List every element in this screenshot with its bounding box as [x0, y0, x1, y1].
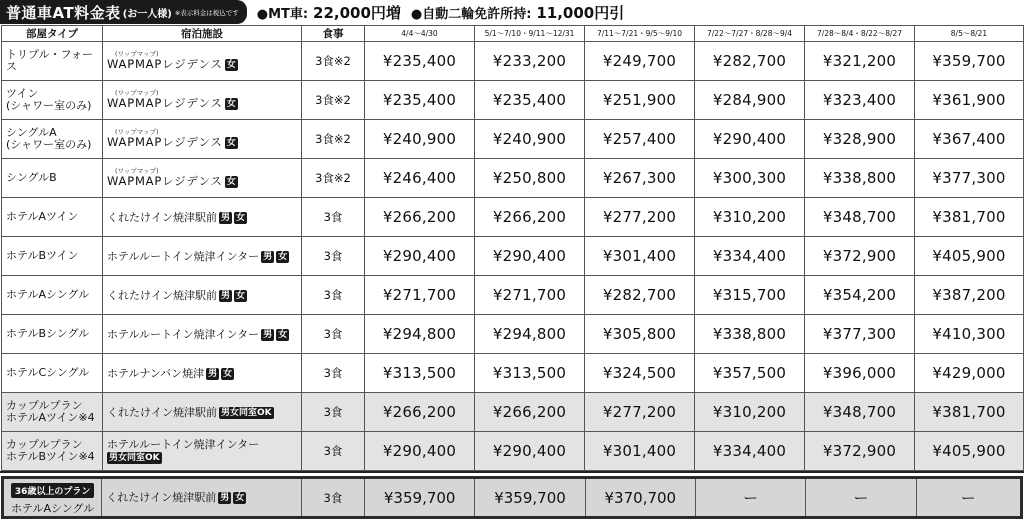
price-cell: ¥294,800: [365, 315, 475, 354]
price-cell: ¥290,400: [365, 237, 475, 276]
price-cell: ¥249,700: [585, 42, 695, 81]
hotel-name: WAPMAPレジデンス: [107, 57, 223, 71]
price-cell: ¥257,400: [585, 120, 695, 159]
female-badge: 女: [223, 368, 233, 379]
room-type: ホテルBツイン: [2, 237, 103, 276]
price-cell: ー: [806, 478, 916, 518]
price-cell: ¥370,700: [585, 478, 695, 518]
hotel-cell: [103, 42, 302, 81]
price-cell: ¥282,700: [695, 42, 805, 81]
price-cell: ¥372,900: [805, 237, 915, 276]
price-cell: ¥328,900: [805, 120, 915, 159]
price-cell: ¥290,400: [475, 432, 585, 471]
header-row: [2, 26, 1024, 42]
hotel-cell: [103, 432, 302, 471]
moto-value: 11,000円引: [536, 3, 625, 22]
table-row: [2, 276, 1024, 315]
price-cell: ¥251,900: [585, 81, 695, 120]
price-cell: ¥282,700: [585, 276, 695, 315]
plan36-row: [3, 478, 1022, 518]
price-cell: ¥290,400: [695, 120, 805, 159]
plan36-room-cell: [3, 478, 102, 518]
hotel-name: WAPMAPレジデンス: [107, 174, 223, 188]
meal-cell: 3食: [302, 276, 365, 315]
price-cell: ¥300,300: [695, 159, 805, 198]
hotel-name: ホテルルートイン焼津インター: [107, 249, 260, 263]
mt-surcharge: [257, 2, 401, 23]
rates-table: [1, 25, 1024, 471]
hotel-cell: [103, 81, 302, 120]
price-cell: ¥334,400: [695, 432, 805, 471]
room-type: シングルB: [2, 159, 103, 198]
plan36-tag: 36歳以上のプラン: [11, 483, 95, 498]
price-cell: ¥310,200: [695, 393, 805, 432]
room-type: シングルA (シャワー室のみ): [2, 120, 103, 159]
hotel-name: くれたけイン焼津駅前: [107, 405, 217, 419]
price-cell: ¥396,000: [805, 354, 915, 393]
title-subtitle: (お一人様): [122, 8, 172, 20]
price-cell: ¥246,400: [365, 159, 475, 198]
meal-cell: 3食※2: [302, 120, 365, 159]
meal-cell: 3食: [302, 198, 365, 237]
price-cell: ¥266,200: [475, 393, 585, 432]
hotel-cell: [103, 198, 302, 237]
couple-badge: 男女同室OK: [221, 407, 272, 418]
price-cell: ¥235,400: [365, 81, 475, 120]
price-cell: ¥294,800: [475, 315, 585, 354]
price-cell: ¥405,900: [915, 432, 1024, 471]
meal-cell: 3食: [302, 432, 365, 471]
hotel-ruby: (ワップマップ): [115, 50, 159, 58]
col-meal-header: 食事: [302, 26, 365, 42]
hotel-cell: [103, 159, 302, 198]
section-divider: [0, 471, 1024, 473]
page-title: 普通車AT料金表: [6, 3, 121, 22]
female-badge: 女: [278, 251, 288, 262]
price-cell: ¥240,900: [365, 120, 475, 159]
plan36-table: [1, 476, 1023, 519]
hotel-cell: [103, 120, 302, 159]
col-period-header: 7/28〜8/4・8/22〜8/27: [805, 26, 915, 42]
price-cell: ¥357,500: [695, 354, 805, 393]
meal-cell: 3食: [302, 237, 365, 276]
price-cell: ー: [695, 478, 805, 518]
hotel-name: WAPMAPレジデンス: [107, 135, 223, 149]
meal-cell: 3食※2: [302, 81, 365, 120]
price-cell: ¥271,700: [365, 276, 475, 315]
price-cell: ¥359,700: [475, 478, 585, 518]
price-cell: ¥277,200: [585, 198, 695, 237]
price-cell: ¥381,700: [915, 198, 1024, 237]
room-type: ホテルAシングル: [11, 502, 95, 515]
price-cell: ¥266,200: [365, 393, 475, 432]
price-cell: ¥266,200: [365, 198, 475, 237]
hotel-name: くれたけイン焼津駅前: [107, 210, 217, 224]
meal-cell: 3食※2: [302, 42, 365, 81]
price-cell: ¥313,500: [475, 354, 585, 393]
hotel-name: くれたけイン焼津駅前: [106, 491, 217, 504]
hotel-cell: [102, 478, 302, 518]
room-type: ホテルAシングル: [2, 276, 103, 315]
hotel-cell: [103, 354, 302, 393]
price-cell: ¥277,200: [585, 393, 695, 432]
table-row: [2, 120, 1024, 159]
hotel-cell: [103, 393, 302, 432]
col-period-header: 5/1〜7/10・9/11〜12/31: [475, 26, 585, 42]
male-badge: 男: [220, 493, 230, 503]
mt-value: 22,000円増: [313, 3, 401, 22]
room-type: ホテルBシングル: [2, 315, 103, 354]
price-cell: ¥250,800: [475, 159, 585, 198]
hotel-name: ホテルルートイン焼津インター: [107, 438, 260, 451]
hotel-ruby: (ワップマップ): [115, 128, 159, 136]
col-period-header: 7/11〜7/21・9/5〜9/10: [585, 26, 695, 42]
room-type: カップルプラン ホテルBツイン※4: [2, 432, 103, 471]
hotel-name: くれたけイン焼津駅前: [107, 288, 217, 302]
female-badge: 女: [236, 212, 246, 223]
hotel-name: WAPMAPレジデンス: [107, 96, 223, 110]
hotel-ruby: (ワップマップ): [115, 89, 159, 97]
table-row: [2, 393, 1024, 432]
price-cell: ¥359,700: [365, 478, 475, 518]
table-row: [2, 42, 1024, 81]
price-cell: ¥290,400: [365, 432, 475, 471]
female-badge: 女: [236, 290, 246, 301]
col-room-header: 部屋タイプ: [2, 26, 103, 42]
price-cell: ¥348,700: [805, 393, 915, 432]
price-cell: ¥290,400: [475, 237, 585, 276]
meal-cell: 3食: [301, 478, 364, 518]
price-cell: ¥367,400: [915, 120, 1024, 159]
price-cell: ¥315,700: [695, 276, 805, 315]
price-cell: ¥410,300: [915, 315, 1024, 354]
hotel-ruby: (ワップマップ): [115, 167, 159, 175]
tax-note: ※表示料金は税込です: [174, 8, 239, 17]
hotel-cell: [103, 315, 302, 354]
table-row: [2, 198, 1024, 237]
price-cell: ¥361,900: [915, 81, 1024, 120]
meal-cell: 3食: [302, 315, 365, 354]
col-period-header: 7/22〜7/27・8/28〜9/4: [695, 26, 805, 42]
price-cell: ¥235,400: [475, 81, 585, 120]
meal-cell: 3食: [302, 393, 365, 432]
male-badge: 男: [208, 368, 218, 379]
moto-label: ●自動二輪免許所持:: [410, 6, 532, 22]
male-badge: 男: [263, 251, 273, 262]
price-cell: ¥359,700: [915, 42, 1024, 81]
room-type: ツイン (シャワー室のみ): [2, 81, 103, 120]
price-cell: ¥354,200: [805, 276, 915, 315]
price-cell: ¥323,400: [805, 81, 915, 120]
gender-badge: 女: [226, 60, 236, 70]
price-cell: ¥324,500: [585, 354, 695, 393]
price-cell: ¥387,200: [915, 276, 1024, 315]
price-cell: ¥334,400: [695, 237, 805, 276]
meal-cell: 3食: [302, 354, 365, 393]
room-type: ホテルAツイン: [2, 198, 103, 237]
hotel-cell: [103, 237, 302, 276]
room-type: ホテルCシングル: [2, 354, 103, 393]
header: [0, 0, 1024, 24]
hotel-name: ホテルルートイン焼津インター: [107, 327, 260, 341]
price-cell: ¥405,900: [915, 237, 1024, 276]
table-row: [2, 354, 1024, 393]
col-hotel-header: 宿泊施設: [103, 26, 302, 42]
meal-cell: 3食※2: [302, 159, 365, 198]
gender-badge: 女: [226, 138, 236, 148]
table-row: [2, 81, 1024, 120]
price-cell: ¥313,500: [365, 354, 475, 393]
price-cell: ¥301,400: [585, 237, 695, 276]
female-badge: 女: [278, 329, 288, 340]
col-period-header: 8/5〜8/21: [915, 26, 1024, 42]
title-block: [0, 0, 247, 24]
male-badge: 男: [221, 290, 231, 301]
table-row: [2, 315, 1024, 354]
price-cell: ¥348,700: [805, 198, 915, 237]
table-row: [2, 432, 1024, 471]
female-badge: 女: [235, 493, 245, 503]
price-cell: ー: [916, 478, 1021, 518]
price-cell: ¥271,700: [475, 276, 585, 315]
price-cell: ¥310,200: [695, 198, 805, 237]
price-cell: ¥233,200: [475, 42, 585, 81]
price-cell: ¥235,400: [365, 42, 475, 81]
room-type: トリプル・フォース: [2, 42, 103, 81]
price-cell: ¥377,300: [915, 159, 1024, 198]
price-cell: ¥301,400: [585, 432, 695, 471]
male-badge: 男: [263, 329, 273, 340]
price-cell: ¥372,900: [805, 432, 915, 471]
price-cell: ¥284,900: [695, 81, 805, 120]
couple-badge: 男女同室OK: [109, 453, 160, 463]
price-cell: ¥338,800: [695, 315, 805, 354]
col-period-header: 4/4〜4/30: [365, 26, 475, 42]
price-cell: ¥429,000: [915, 354, 1024, 393]
room-type: カップルプラン ホテルAツイン※4: [2, 393, 103, 432]
table-row: [2, 159, 1024, 198]
price-cell: ¥377,300: [805, 315, 915, 354]
male-badge: 男: [221, 212, 231, 223]
gender-badge: 女: [226, 177, 236, 187]
table-row: [2, 237, 1024, 276]
hotel-cell: [103, 276, 302, 315]
price-cell: ¥321,200: [805, 42, 915, 81]
price-cell: ¥338,800: [805, 159, 915, 198]
hotel-name: ホテルナンバン焼津: [107, 366, 205, 380]
gender-badge: 女: [226, 99, 236, 109]
mt-label: ●MT車:: [256, 6, 309, 22]
price-cell: ¥305,800: [585, 315, 695, 354]
price-cell: ¥381,700: [915, 393, 1024, 432]
price-cell: ¥266,200: [475, 198, 585, 237]
price-cell: ¥267,300: [585, 159, 695, 198]
moto-discount: [411, 2, 624, 23]
price-cell: ¥240,900: [475, 120, 585, 159]
